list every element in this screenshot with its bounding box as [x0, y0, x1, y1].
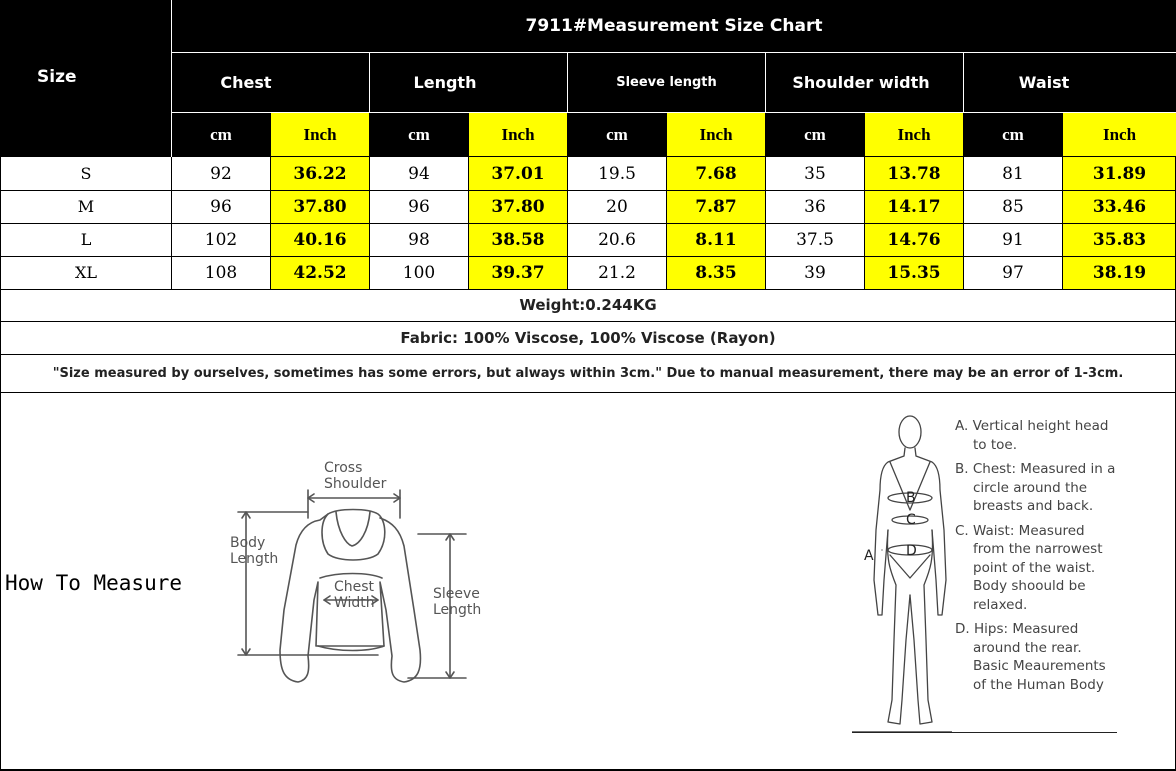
chest-width-label-2: Width — [334, 595, 375, 611]
table-cell: 81 — [1002, 163, 1024, 184]
unit-inch: Inch — [469, 113, 567, 156]
sleeve-length-label-1: Sleeve — [433, 586, 480, 602]
body-measurement-diagram — [852, 410, 952, 735]
size-label: M — [77, 197, 95, 216]
table-cell: 97 — [1002, 262, 1024, 283]
sleeve-length-label-2: Length — [433, 602, 482, 618]
body-label-c: C — [906, 512, 916, 528]
table-cell: 8.35 — [667, 256, 765, 289]
table-cell: 98 — [408, 229, 430, 250]
unit-cm: cm — [964, 113, 1062, 156]
size-label: XL — [74, 263, 97, 282]
size-label: S — [80, 164, 92, 183]
column-shoulder-width: Shoulder width — [766, 53, 956, 112]
fabric-info: Fabric: 100% Viscose, 100% Viscose (Rayon) — [400, 329, 776, 347]
table-cell: 7.68 — [667, 157, 765, 190]
table-cell: 14.17 — [865, 190, 963, 223]
table-cell: 40.16 — [271, 223, 369, 256]
table-cell: 102 — [204, 229, 238, 250]
unit-inch: Inch — [667, 113, 765, 156]
table-cell: 35.83 — [1063, 223, 1176, 256]
table-cell: 38.19 — [1063, 256, 1176, 289]
table-cell: 96 — [408, 196, 430, 217]
table-cell: 91 — [1002, 229, 1024, 250]
table-cell: 38.58 — [469, 223, 567, 256]
legend-item-d: D. Hips: Measured around the rear. Basic Meaurements of the Human Body — [955, 621, 1106, 693]
chest-width-label-1: Chest — [334, 579, 375, 595]
table-cell: 19.5 — [598, 163, 636, 184]
table-cell: 39.37 — [469, 256, 567, 289]
table-cell: 92 — [210, 163, 232, 184]
unit-cm: cm — [172, 113, 270, 156]
size-label: L — [80, 230, 92, 249]
column-waist: Waist — [964, 53, 1124, 112]
body-label-b: B — [906, 490, 916, 506]
table-cell: 36 — [804, 196, 826, 217]
weight-info: Weight:0.244KG — [519, 296, 657, 314]
cross-shoulder-label-1: Cross — [324, 460, 363, 476]
legend-item-a: A. Vertical height head to toe. — [955, 418, 1109, 453]
how-to-measure-heading: How To Measure — [5, 571, 183, 595]
table-cell: 42.52 — [271, 256, 369, 289]
legend-item-c: C. Waist: Measured from the narrowest point of the waist. Body shoould be relaxed. — [955, 522, 1103, 613]
column-sleeve-length: Sleeve length — [568, 53, 765, 112]
table-cell: 94 — [408, 163, 430, 184]
table-cell: 96 — [210, 196, 232, 217]
table-cell: 20 — [606, 196, 628, 217]
table-cell: 39 — [804, 262, 826, 283]
unit-inch: Inch — [865, 113, 963, 156]
body-label-a: A — [864, 548, 874, 564]
table-cell: 100 — [402, 262, 436, 283]
table-cell: 20.6 — [598, 229, 636, 250]
unit-cm: cm — [370, 113, 468, 156]
table-cell: 37.01 — [469, 157, 567, 190]
table-cell: 15.35 — [865, 256, 963, 289]
unit-inch: Inch — [271, 113, 369, 156]
table-cell: 14.76 — [865, 223, 963, 256]
table-cell: 35 — [804, 163, 826, 184]
body-length-label-2: Length — [230, 551, 279, 567]
measurement-legend — [955, 417, 1155, 700]
table-cell: 85 — [1002, 196, 1024, 217]
body-length-label-1: Body — [230, 535, 266, 551]
table-cell: 8.11 — [667, 223, 765, 256]
table-cell: 7.87 — [667, 190, 765, 223]
size-header: Size — [0, 0, 172, 157]
unit-inch: Inch — [1063, 113, 1176, 156]
table-cell: 108 — [204, 262, 238, 283]
chart-title: 7911#Measurement Size Chart — [172, 0, 1176, 52]
table-cell: 13.78 — [865, 157, 963, 190]
unit-cm: cm — [766, 113, 864, 156]
column-length: Length — [370, 53, 520, 112]
unit-cm: cm — [568, 113, 666, 156]
sweater-diagram — [228, 450, 498, 690]
table-cell: 37.80 — [469, 190, 567, 223]
table-cell: 33.46 — [1063, 190, 1176, 223]
cross-shoulder-label-2: Shoulder — [324, 476, 387, 492]
column-chest: Chest — [172, 53, 320, 112]
table-cell: 37.80 — [271, 190, 369, 223]
measurement-note: "Size measured by ourselves, sometimes has some errors, but always within 3cm." Due to manual measurement, there may be an error of 1-3cm. — [52, 365, 1124, 381]
table-cell: 36.22 — [271, 157, 369, 190]
body-label-d: D — [906, 543, 917, 559]
table-cell: 37.5 — [796, 229, 834, 250]
legend-item-b: B. Chest: Measured in a circle around the breasts and back. — [955, 461, 1116, 514]
table-cell: 31.89 — [1063, 157, 1176, 190]
table-cell: 21.2 — [598, 262, 636, 283]
